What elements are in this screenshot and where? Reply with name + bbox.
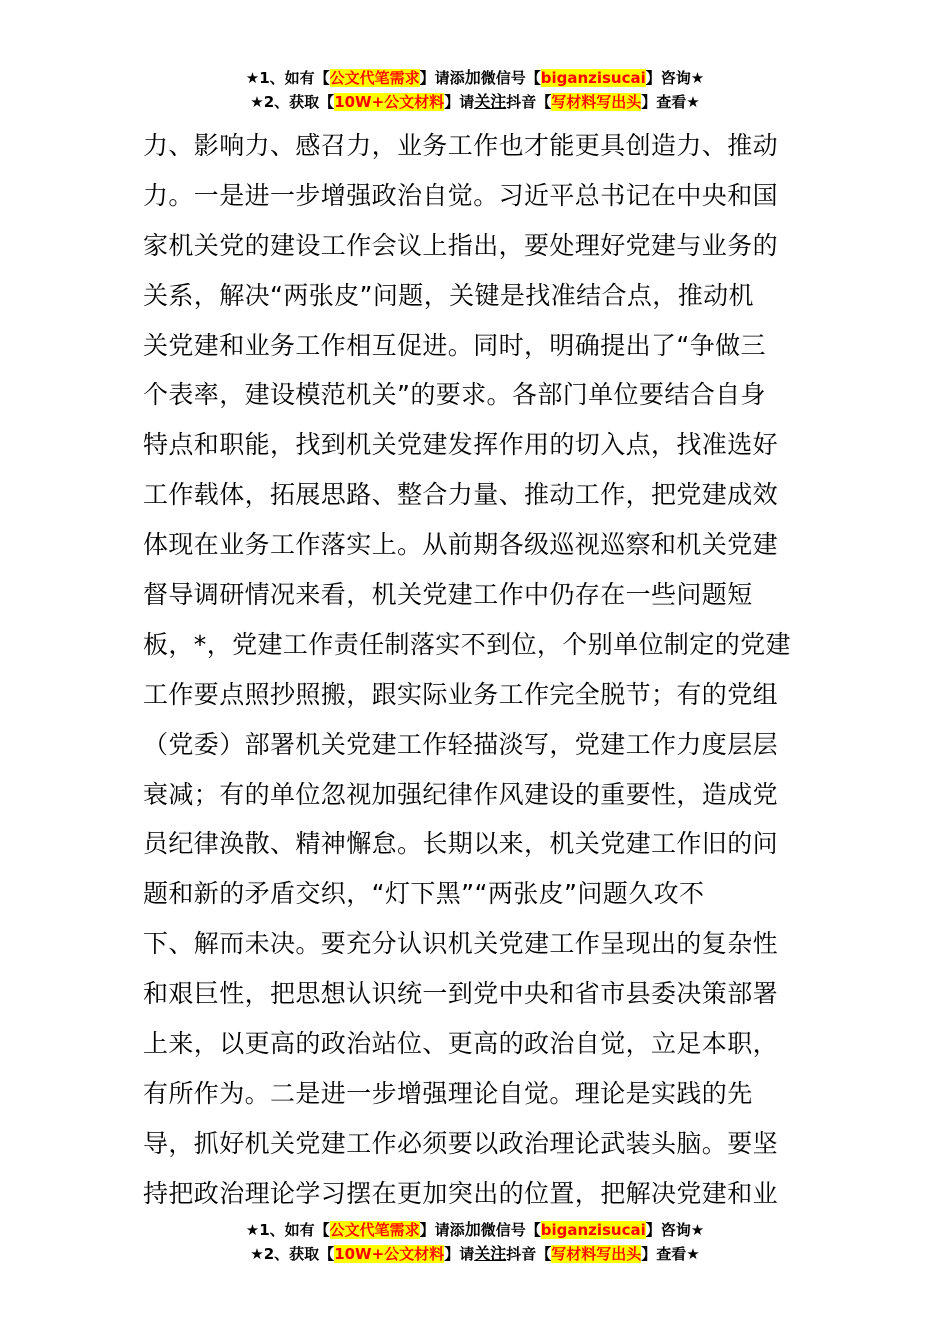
body-line: 题和新的矛盾交织，“灯下黑”“两张皮”问题久攻不 xyxy=(143,879,705,909)
banner-text: 】请 xyxy=(444,1245,475,1263)
banner-text: 】请 xyxy=(444,93,475,111)
banner-text: ★1、如有【 xyxy=(245,1221,330,1239)
banner-emphasis: 关注 xyxy=(474,92,507,111)
highlight-wechat-id: biganzisucai xyxy=(540,69,646,87)
body-line: 关系，解决“两张皮”问题，关键是找准结合点，推动机 xyxy=(143,280,754,310)
banner-line-2 xyxy=(0,90,950,114)
banner-text: 】查看★ xyxy=(641,93,700,111)
highlight-douyin-account: 写材料写出头 xyxy=(551,1245,642,1263)
body-line: 上来，以更高的政治站位、更高的政治自觉，立足本职， xyxy=(143,1029,779,1059)
banner-text: 】咨询★ xyxy=(645,1221,705,1239)
body-line: 个表率，建设模范机关”的要求。各部门单位要结合自身 xyxy=(143,380,766,410)
banner-text: ★2、获取【 xyxy=(250,1245,335,1263)
banner-emphasis: 加 xyxy=(464,1220,481,1239)
body-line: 持把政治理论学习摆在更加突出的位置，把解决党建和业 xyxy=(143,1178,779,1208)
body-line: 和艰巨性，把思想认识统一到党中央和省市县委决策部署 xyxy=(143,979,779,1009)
header-banner xyxy=(0,66,950,114)
body-line: 特点和职能，找到机关党建发挥作用的切入点，找准选好 xyxy=(143,430,779,460)
banner-text: 微信号【 xyxy=(480,1221,541,1239)
banner-emphasis: 加 xyxy=(464,68,481,87)
highlight-service: 公文代笔需求 xyxy=(329,69,420,87)
banner-line-1 xyxy=(0,1218,950,1242)
body-line: 督导调研情况来看，机关党建工作中仍存在一些问题短 xyxy=(143,580,753,610)
body-line: 板，*，党建工作责任制落实不到位，个别单位制定的党建 xyxy=(143,629,791,659)
highlight-materials: 10W+公文材料 xyxy=(334,1245,445,1263)
banner-text: 】请添 xyxy=(419,69,465,87)
body-line: 员纪律涣散、精神懈怠。长期以来，机关党建工作旧的问 xyxy=(143,829,779,859)
body-line: 工作载体，拓展思路、整合力量、推动工作，把党建成效 xyxy=(143,480,779,510)
body-line: 下、解而未决。要充分认识机关党建工作呈现出的复杂性 xyxy=(143,929,779,959)
banner-text: ★2、获取【 xyxy=(250,93,335,111)
footer-banner xyxy=(0,1218,950,1266)
banner-line-1 xyxy=(0,66,950,90)
body-line: 力、影响力、感召力，业务工作也才能更具创造力、推动 xyxy=(143,131,779,160)
banner-line-2 xyxy=(0,1242,950,1266)
document-body xyxy=(143,121,813,1219)
highlight-materials: 10W+公文材料 xyxy=(334,93,445,111)
body-line: 体现在业务工作落实上。从前期各级巡视巡察和机关党建 xyxy=(143,530,779,560)
banner-text: 抖音【 xyxy=(506,1245,552,1263)
banner-text: 抖音【 xyxy=(506,93,552,111)
body-line: 衰减；有的单位忽视加强纪律作风建设的重要性，造成党 xyxy=(143,779,779,809)
banner-emphasis: 关注 xyxy=(474,1244,507,1263)
body-line: 力。一是进一步增强政治自觉。习近平总书记在中央和国 xyxy=(143,180,779,210)
body-line: 关党建和业务工作相互促进。同时，明确提出了“争做三 xyxy=(143,330,766,360)
banner-text: ★1、如有【 xyxy=(245,69,330,87)
body-line: 有所作为。二是进一步增强理论自觉。理论是实践的先 xyxy=(143,1078,753,1108)
body-line: 导，抓好机关党建工作必须要以政治理论武装头脑。要坚 xyxy=(143,1128,779,1158)
body-line: 工作要点照抄照搬，跟实际业务工作完全脱节；有的党组 xyxy=(143,679,779,709)
body-line: （党委）部署机关党建工作轻描淡写，党建工作力度层层 xyxy=(143,729,779,759)
highlight-douyin-account: 写材料写出头 xyxy=(551,93,642,111)
body-line: 家机关党的建设工作会议上指出，要处理好党建与业务的 xyxy=(143,230,779,260)
banner-text: 微信号【 xyxy=(480,69,541,87)
banner-text: 】查看★ xyxy=(641,1245,700,1263)
banner-text: 】咨询★ xyxy=(645,69,705,87)
highlight-wechat-id: biganzisucai xyxy=(540,1221,646,1239)
banner-text: 】请添 xyxy=(419,1221,465,1239)
highlight-service: 公文代笔需求 xyxy=(329,1221,420,1239)
